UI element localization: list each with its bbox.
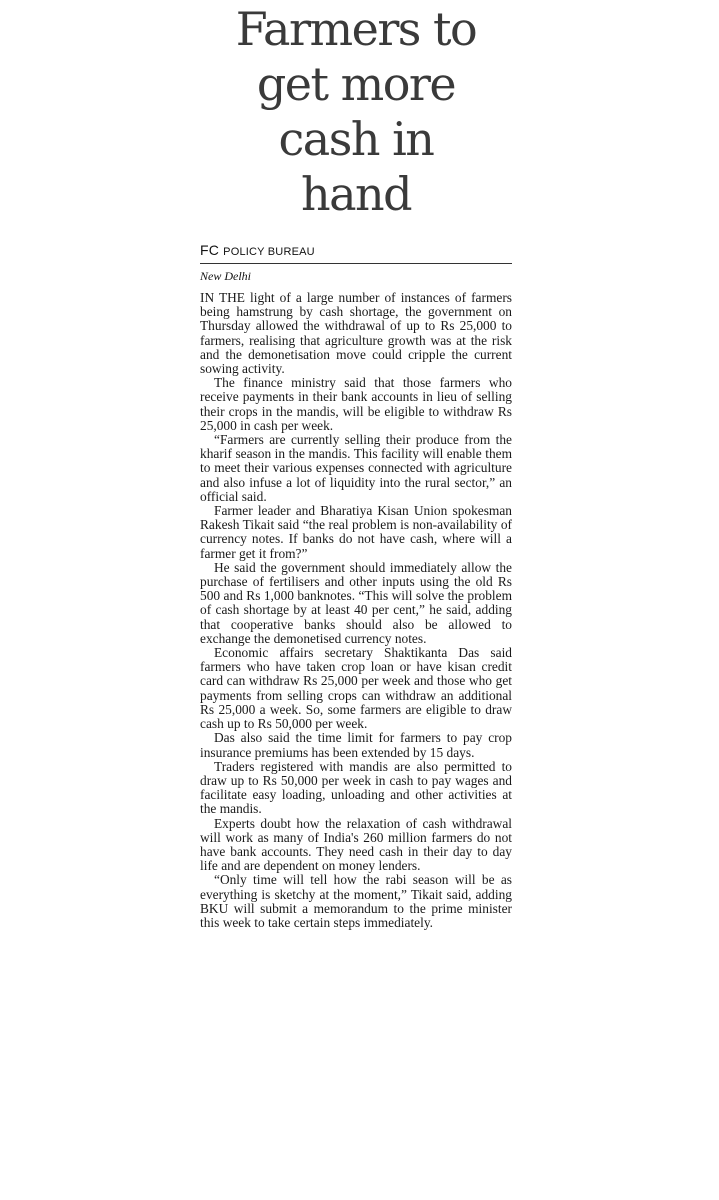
byline-name: POLICY BUREAU (223, 246, 315, 258)
headline (200, 2, 512, 222)
byline (200, 241, 512, 261)
paragraph: Experts doubt how the relaxation of cash withdrawal will work as many of India's 260 million farmers do not have bank accounts. They need cash in their day to day life and are dependent on money lenders. (200, 815, 512, 874)
byline-prefix: FC (200, 242, 220, 258)
article-body (200, 291, 512, 930)
paragraph: Farmer leader and Bharatiya Kisan Union spokesman Rakesh Tikait said “the real problem is non-availability of currency notes. If banks do not have cash, where will a farmer get it from?” (200, 503, 512, 561)
headline-line: get more (256, 57, 456, 111)
byline-block (200, 241, 512, 264)
paragraph: Economic affairs secretary Shaktikanta Das said farmers who have taken crop loan or have kisan credit card can withdraw Rs 25,000 per week and those who get payments from selling crops can withdraw an additional Rs 25,000 a week. So, some farmers are eligible to draw cash up to Rs 50,000 per week. (200, 645, 512, 732)
headline-line: cash in (278, 112, 434, 166)
news-article (200, 0, 512, 930)
paragraph: Das also said the time limit for farmers to pay crop insurance premiums has been extended by 15 days. (200, 730, 512, 760)
paragraph: IN THE light of a large number of instances of farmers being hamstrung by cash shortage, the government on Thursday allowed the withdrawal of up to Rs 25,000 to farmers, realising that agriculture growth was at the risk and the demonetisation move could cripple the current sowing activity. (200, 290, 512, 377)
headline-line: hand (300, 167, 412, 221)
paragraph: The finance ministry said that those farmers who receive payments in their bank accounts in lieu of selling their crops in the mandis, will be eligible to withdraw Rs 25,000 in cash per week. (200, 375, 512, 433)
paragraph: Traders registered with mandis are also permitted to draw up to Rs 50,000 per week in cash to pay wages and facilitate easy loading, unloading and other activities at the mandis. (200, 758, 512, 817)
headline-line: Farmers to (235, 2, 477, 56)
dateline: New Delhi (200, 269, 251, 283)
paragraph: He said the government should immediately allow the purchase of fertilisers and other inputs using the old Rs 500 and Rs 1,000 banknotes. “This will solve the problem of cash shortage by at least 40 per cent,” he said, adding that cooperative banks should also be allowed to exchange the demonetised currency notes. (200, 559, 512, 646)
paragraph: “Only time will tell how the rabi season will be as everything is sketchy at the moment,” Tikait said, adding BKU will submit a memorandum to the prime minister this week to take certain steps immediately. (200, 872, 512, 930)
paragraph: “Farmers are currently selling their produce from the kharif season in the mandis. This facility will enable them to meet their various expenses connected with agriculture and also infuse a lot of liquidity into the rural sector,” an official said. (200, 432, 512, 504)
